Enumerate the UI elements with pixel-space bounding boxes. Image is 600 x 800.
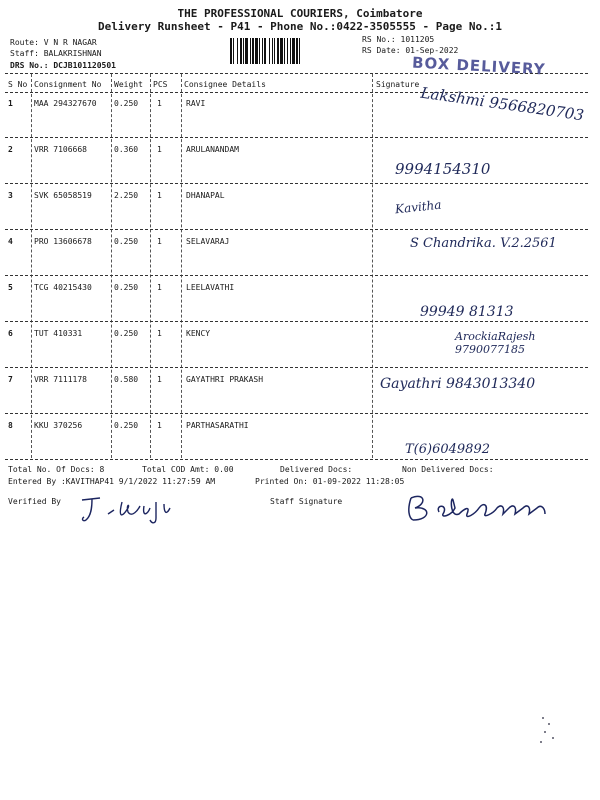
col-divider	[181, 74, 182, 458]
row-weight: 0.250	[114, 237, 139, 246]
row-consignment: SVK 65058519	[34, 191, 92, 200]
row-consignment: VRR 7111178	[34, 375, 87, 384]
entered-by: Entered By :KAVITHAP41 9/1/2022 11:27:59 AM	[8, 477, 216, 486]
col-weight: Weight	[114, 80, 143, 89]
row-pcs: 1	[157, 237, 162, 246]
row-pcs: 1	[157, 283, 162, 292]
staff-signature-icon	[405, 490, 580, 526]
drs-number: DRS No.: DCJB101120501	[10, 61, 116, 70]
col-sno: S No	[8, 80, 28, 89]
row-sno: 4	[8, 237, 13, 246]
col-signature: Signature	[376, 80, 420, 89]
row-rule	[5, 137, 588, 138]
row-consignee: KENCY	[186, 329, 211, 338]
row-rule	[5, 413, 588, 414]
total-docs: Total No. Of Docs: 8	[8, 465, 105, 474]
row-sno: 2	[8, 145, 13, 154]
company-title: THE PROFESSIONAL COURIERS, Coimbatore	[177, 7, 423, 20]
delivered-docs: Delivered Docs:	[280, 465, 353, 474]
handwritten-signature: Lakshmi 9566820703	[419, 83, 586, 125]
row-consignee: SELAVARAJ	[186, 237, 230, 246]
non-delivered-docs: Non Delivered Docs:	[402, 465, 494, 474]
table-bottom-rule	[5, 459, 588, 460]
row-consignment: VRR 7106668	[34, 145, 87, 154]
col-divider	[372, 74, 373, 458]
handwritten-signature: T(6)6049892	[405, 442, 490, 457]
col-consignee: Consignee Details	[184, 80, 266, 89]
handwritten-signature: 9994154310	[395, 160, 491, 178]
row-rule	[5, 367, 588, 368]
row-consignment: KKU 370256	[34, 421, 83, 430]
row-consignee: ARULANANDAM	[186, 145, 239, 154]
staff-label: Staff: BALAKRISHNAN	[10, 49, 102, 58]
route-label: Route: V N R NAGAR	[10, 38, 97, 47]
runsheet-subtitle: Delivery Runsheet - P41 - Phone No.:0422-3505555 - Page No.:1	[98, 20, 502, 33]
col-pcs: PCS	[153, 80, 168, 89]
row-consignee: RAVI	[186, 99, 206, 108]
handwritten-signature: Kavitha	[394, 197, 443, 217]
row-pcs: 1	[157, 99, 162, 108]
row-pcs: 1	[157, 145, 162, 154]
row-pcs: 1	[157, 191, 162, 200]
row-weight: 0.250	[114, 329, 139, 338]
row-sno: 7	[8, 375, 13, 384]
row-pcs: 1	[157, 375, 162, 384]
box-delivery-stamp: BOX DELIVERY	[411, 53, 547, 79]
row-rule	[5, 321, 588, 322]
total-cod: Total COD Amt: 0.00	[142, 465, 234, 474]
col-divider	[150, 74, 151, 458]
row-sno: 8	[8, 421, 13, 430]
row-sno: 1	[8, 99, 13, 108]
barcode	[230, 38, 360, 64]
header-top-rule	[5, 73, 588, 74]
row-sno: 3	[8, 191, 13, 200]
row-pcs: 1	[157, 329, 162, 338]
verified-by-label: Verified By	[8, 497, 61, 506]
row-consignment: TCG 40215430	[34, 283, 92, 292]
printed-on: Printed On: 01-09-2022 11:28:05	[255, 477, 405, 486]
rs-number: RS No.: 1011205	[362, 35, 435, 44]
handwritten-signature: 99949 81313	[420, 304, 514, 320]
row-rule	[5, 183, 588, 184]
rs-date: RS Date: 01-Sep-2022	[362, 46, 459, 55]
row-consignee: LEELAVATHI	[186, 283, 235, 292]
row-weight: 0.580	[114, 375, 139, 384]
row-rule	[5, 229, 588, 230]
handwritten-signature: ArockiaRajesh 9790077185	[455, 330, 536, 356]
row-pcs: 1	[157, 421, 162, 430]
barcode-stripe	[300, 38, 302, 64]
row-consignment: PRO 13606678	[34, 237, 92, 246]
col-divider	[111, 74, 112, 458]
handwritten-signature: S Chandrika. V.2.2561	[410, 236, 557, 251]
row-sno: 5	[8, 283, 13, 292]
row-consignment: TUT 410331	[34, 329, 83, 338]
row-weight: 0.360	[114, 145, 139, 154]
staff-signature-label: Staff Signature	[270, 497, 343, 506]
col-consignment: Consignment No	[34, 80, 102, 89]
row-rule	[5, 275, 588, 276]
row-weight: 0.250	[114, 421, 139, 430]
row-sno: 6	[8, 329, 13, 338]
row-consignee: PARTHASARATHI	[186, 421, 249, 430]
row-consignee: DHANAPAL	[186, 191, 225, 200]
row-consignment: MAA 294327670	[34, 99, 97, 108]
row-weight: 2.250	[114, 191, 139, 200]
header-bottom-rule	[5, 92, 588, 93]
row-consignee: GAYATHRI PRAKASH	[186, 375, 264, 384]
row-weight: 0.250	[114, 283, 139, 292]
scan-smudge-icon	[535, 710, 565, 750]
col-divider	[31, 74, 32, 458]
row-weight: 0.250	[114, 99, 139, 108]
verifier-signature-icon	[78, 492, 188, 526]
handwritten-signature: Gayathri 9843013340	[380, 376, 536, 392]
